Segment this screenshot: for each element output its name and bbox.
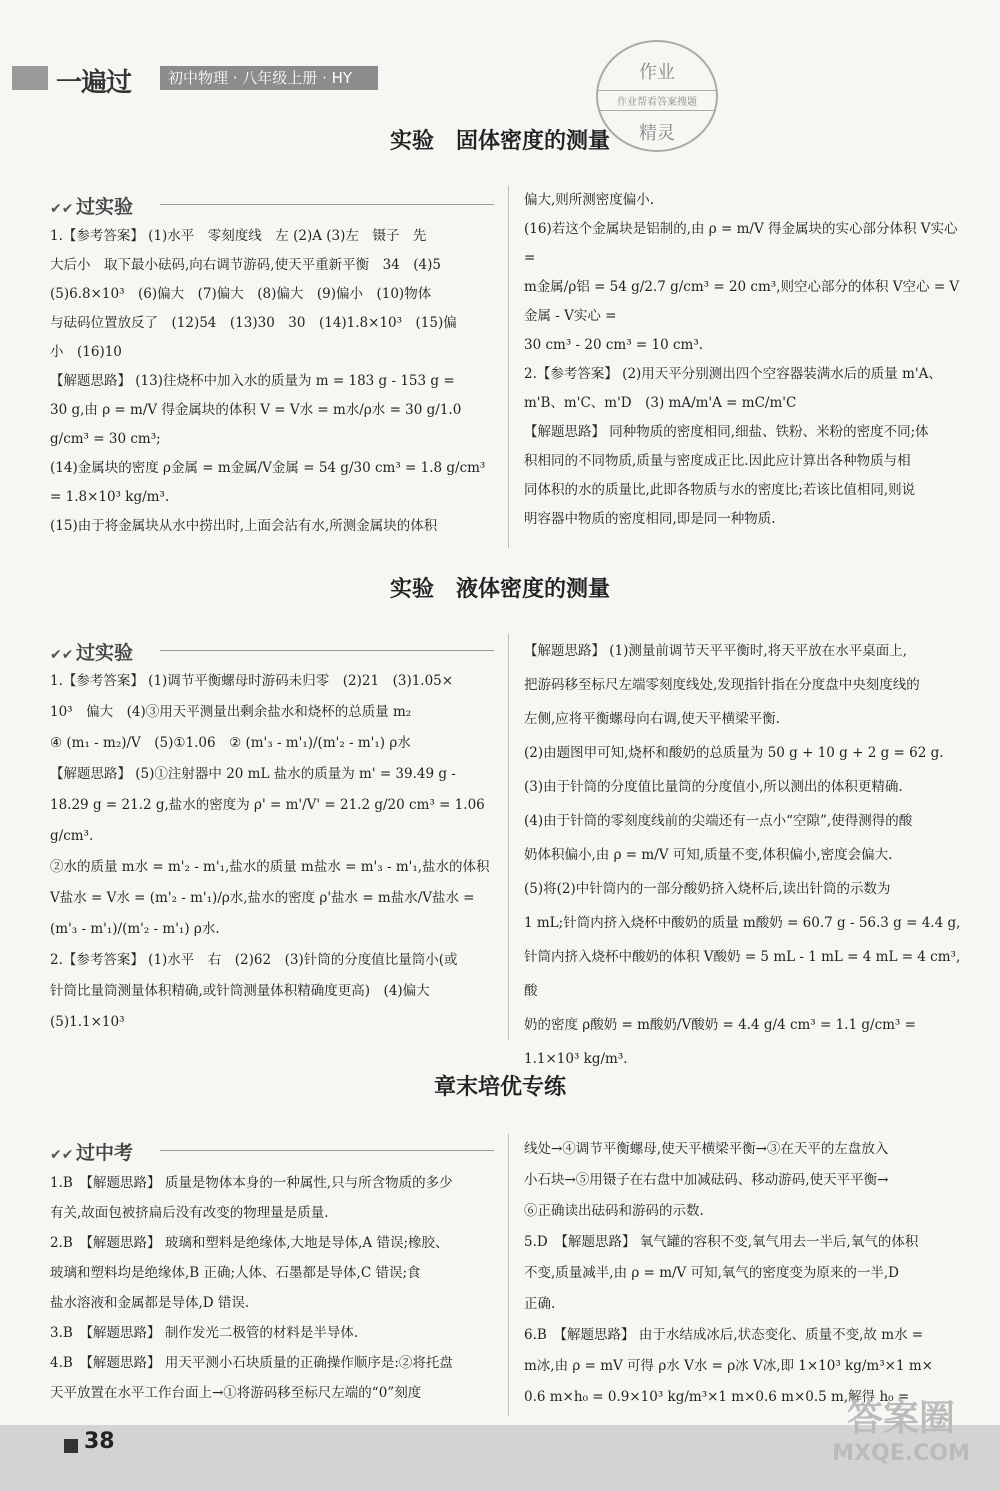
- text-line: 正确.: [524, 1296, 556, 1312]
- text-line: 30 g,由 ρ = m/V 得金属块的体积 V = V水 = m水/ρ水 = 30 g/1.0 g/cm³ = 30 cm³;: [50, 402, 462, 447]
- text-line: 1.B 【解题思路】 质量是物体本身的一种属性,只与所含物质的多少: [50, 1175, 453, 1191]
- s1-right-column: [524, 186, 964, 534]
- stamp-text-top: 作业: [639, 62, 675, 83]
- subheading-experiment-2: [50, 638, 494, 665]
- text-line: m金属/ρ铝 = 54 g/2.7 g/cm³ = 20 cm³,则空心部分的体积 V空心 = V金属 - V实心 =: [524, 279, 960, 324]
- text-line: 1.【参考答案】 (1)调节平衡螺母时游码未归零 (2)21 (3)1.05×: [50, 673, 454, 689]
- page-square-icon: [64, 1439, 78, 1453]
- subheading-label: 过实验: [76, 642, 134, 664]
- s1-left-column: [50, 222, 500, 541]
- text-line: 线处→④调节平衡螺母,使天平横梁平衡→③在天平的左盘放入: [524, 1141, 889, 1157]
- text-line: (16)若这个金属块是铝制的,由 ρ = m/V 得金属块的实心部分体积 V实心 =: [524, 221, 958, 266]
- text-line: 有关,故面包被挤扁后没有改变的物理量是质量.: [50, 1205, 329, 1221]
- text-line: 30 cm³ - 20 cm³ = 10 cm³.: [524, 337, 704, 353]
- book-breadcrumb: 初中物理 · 八年级上册 · HY: [160, 66, 378, 90]
- text-line: ⑥正确读出砝码和游码的示数.: [524, 1203, 704, 1219]
- text-line: 不变,质量减半,由 ρ = m/V 可知,氧气的密度变为原来的一半,D: [524, 1265, 900, 1281]
- text-line: 奶体积偏小,由 ρ = m/V 可知,质量不变,体积偏小,密度会偏大.: [524, 847, 893, 863]
- watermark-line-2: MXQE.COM: [832, 1441, 970, 1466]
- column-divider: [508, 1134, 509, 1416]
- check-mark-icon: ✔✔: [50, 1147, 74, 1163]
- watermark-logo: [806, 1390, 996, 1480]
- text-line: 18.29 g = 21.2 g,盐水的密度为 ρ' = m'/V' = 21.2 g/20 cm³ = 1.06 g/cm³.: [50, 797, 485, 844]
- text-line: (15)由于将金属块从水中捞出时,上面会沾有水,所测金属块的体积: [50, 518, 438, 534]
- text-line: 与砝码位置放反了 (12)54 (13)30 30 (14)1.8×10³ (15)偏: [50, 315, 457, 331]
- text-line: 天平放置在水平工作台面上→①将游码移至标尺左端的“0”刻度: [50, 1385, 422, 1401]
- column-divider: [508, 186, 509, 548]
- header-bar-decoration: [12, 66, 48, 90]
- text-line: (4)由于针筒的零刻度线前的尖端还有一点小“空隙”,使得测得的酸: [524, 813, 913, 829]
- subheading-rule: [160, 650, 494, 651]
- text-line: 玻璃和塑料均是绝缘体,B 正确;人体、石墨都是导体,C 错误;食: [50, 1265, 421, 1281]
- s3-left-column: [50, 1168, 500, 1408]
- text-line: 2.【参考答案】 (1)水平 右 (2)62 (3)针筒的分度值比量筒小(或: [50, 952, 458, 968]
- text-line: 明容器中物质的密度相同,即是同一种物质.: [524, 511, 776, 527]
- text-line: 3.B 【解题思路】 制作发光二极管的材料是半导体.: [50, 1325, 359, 1341]
- text-line: m冰,由 ρ = mV 可得 ρ水 V水 = ρ冰 V冰,即 1×10³ kg/m³×1 m×: [524, 1358, 933, 1374]
- text-line: 2.B 【解题思路】 玻璃和塑料是绝缘体,大地是导体,A 错误;橡胶、: [50, 1235, 449, 1251]
- check-mark-icon: ✔✔: [50, 201, 74, 217]
- s2-left-column: [50, 666, 500, 1038]
- text-line: 把游码移至标尺左端零刻度线处,发现指针指在分度盘中央刻度线的: [524, 677, 920, 693]
- text-line: 6.B 【解题思路】 由于水结成冰后,状态变化、质量不变,故 m水 =: [524, 1327, 924, 1343]
- stamp-text-bottom: 精灵: [639, 123, 675, 144]
- subheading-experiment-1: [50, 192, 494, 219]
- text-line: 大后小 取下最小砝码,向右调节游码,使天平重新平衡 34 (4)5: [50, 257, 441, 273]
- text-line: (14)金属块的密度 ρ金属 = m金属/V金属 = 54 g/30 cm³ = 1.8 g/cm³ = 1.8×10³ kg/m³.: [50, 460, 486, 505]
- text-line: 小石块→⑤用镊子在右盘中加减砝码、移动游码,使天平平衡→: [524, 1172, 889, 1188]
- text-line: 0.6 m×h₀ = 0.9×10³ kg/m³×1 m×0.6 m×0.5 m,解得 h₀ =: [524, 1389, 910, 1405]
- text-line: 【解题思路】 (5)①注射器中 20 mL 盐水的质量为 m' = 39.49 g -: [50, 766, 456, 782]
- section-title-liquid-density: 实验 液体密度的测量: [389, 577, 610, 602]
- subheading-label: 过实验: [76, 196, 134, 218]
- text-line: 10³ 偏大 (4)③用天平测量出剩余盐水和烧杯的总质量 m₂: [50, 704, 412, 720]
- text-line: 奶的密度 ρ酸奶 = m酸奶/V酸奶 = 4.4 g/4 cm³ = 1.1 g/cm³ = 1.1×10³ kg/m³.: [524, 1017, 916, 1067]
- text-line: (5)将(2)中针筒内的一部分酸奶挤入烧杯后,读出针筒的示数为: [524, 881, 891, 897]
- text-line: 同体积的水的质量比,此即各物质与水的密度比;若该比值相同,则说: [524, 482, 916, 498]
- text-line: ②水的质量 m水 = m'₂ - m'₁,盐水的质量 m盐水 = m'₃ - m'₁,盐水的体积: [50, 859, 490, 875]
- subheading-rule: [160, 1150, 494, 1151]
- text-line: 偏大,则所测密度偏小.: [524, 192, 655, 208]
- watermark-line-1: 答案圈: [846, 1398, 955, 1439]
- section-title-chapter-practice: 章末培优专练: [433, 1075, 566, 1100]
- text-line: 小 (16)10: [50, 344, 122, 360]
- text-line: 1.【参考答案】 (1)水平 零刻度线 左 (2)A (3)左 镊子 先: [50, 228, 427, 244]
- text-line: 4.B 【解题思路】 用天平测小石块质量的正确操作顺序是:②将托盘: [50, 1355, 453, 1371]
- text-line: (5)1.1×10³: [50, 1014, 125, 1030]
- text-line: 1 mL;针筒内挤入烧杯中酸奶的质量 m酸奶 = 60.7 g - 56.3 g = 4.4 g,: [524, 915, 961, 931]
- text-line: ④ (m₁ - m₂)/V (5)①1.06 ② (m'₃ - m'₁)/(m'₂ - m'₁) ρ水: [50, 735, 411, 751]
- book-logo: 一遍过: [56, 68, 132, 98]
- text-line: 【解题思路】 (1)测量前调节天平平衡时,将天平放在水平桌面上,: [524, 643, 907, 659]
- text-line: (5)6.8×10³ (6)偏大 (7)偏大 (8)偏大 (9)偏小 (10)物体: [50, 286, 432, 302]
- subheading-rule: [160, 204, 494, 205]
- text-line: 积相同的不同物质,质量与密度成正比.因此应计算出各种物质与相: [524, 453, 911, 469]
- text-line: m'B、m'C、m'D (3) mA/m'A = mC/m'C: [524, 395, 797, 411]
- text-line: (2)由题图甲可知,烧杯和酸奶的总质量为 50 g + 10 g + 2 g = 62 g.: [524, 745, 944, 761]
- section-title-solid-density: 实验 固体密度的测量: [389, 129, 610, 154]
- subheading-exam: [50, 1138, 494, 1165]
- text-line: 2.【参考答案】 (2)用天平分别测出四个空容器装满水后的质量 m'A、: [524, 366, 942, 382]
- check-mark-icon: ✔✔: [50, 647, 74, 663]
- text-line: 5.D 【解题思路】 氧气罐的容积不变,氧气用去一半后,氧气的体积: [524, 1234, 919, 1250]
- column-divider: [508, 634, 509, 1040]
- text-line: (3)由于针筒的分度值比量筒的分度值小,所以测出的体积更精确.: [524, 779, 903, 795]
- s2-right-column: [524, 634, 964, 1076]
- text-line: 左侧,应将平衡螺母向右调,使天平横梁平衡.: [524, 711, 780, 727]
- text-line: 【解题思路】 同种物质的密度相同,细盐、铁粉、米粉的密度不同;体: [524, 424, 929, 440]
- page-number: 38: [84, 1429, 115, 1454]
- text-line: 针筒内挤入烧杯中酸奶的体积 V酸奶 = 5 mL - 1 mL = 4 mL = 4 cm³,酸: [524, 949, 961, 999]
- page-header: [0, 62, 1000, 96]
- text-line: 针筒比量筒测量体积精确,或针筒测量体积精确度更高) (4)偏大: [50, 983, 430, 999]
- stamp-text-middle: 作业帮看答案搜题: [598, 90, 716, 111]
- s3-right-column: [524, 1134, 964, 1413]
- text-line: V盐水 = V水 = (m'₂ - m'₁)/ρ水,盐水的密度 ρ'盐水 = m盐水/V盐水 = (m'₃ - m'₁)/(m'₂ - m'₁) ρ水.: [50, 890, 475, 937]
- subheading-label: 过中考: [76, 1142, 134, 1164]
- text-line: 盐水溶液和金属都是导体,D 错误.: [50, 1295, 250, 1311]
- text-line: 【解题思路】 (13)往烧杯中加入水的质量为 m = 183 g - 153 g =: [50, 373, 455, 389]
